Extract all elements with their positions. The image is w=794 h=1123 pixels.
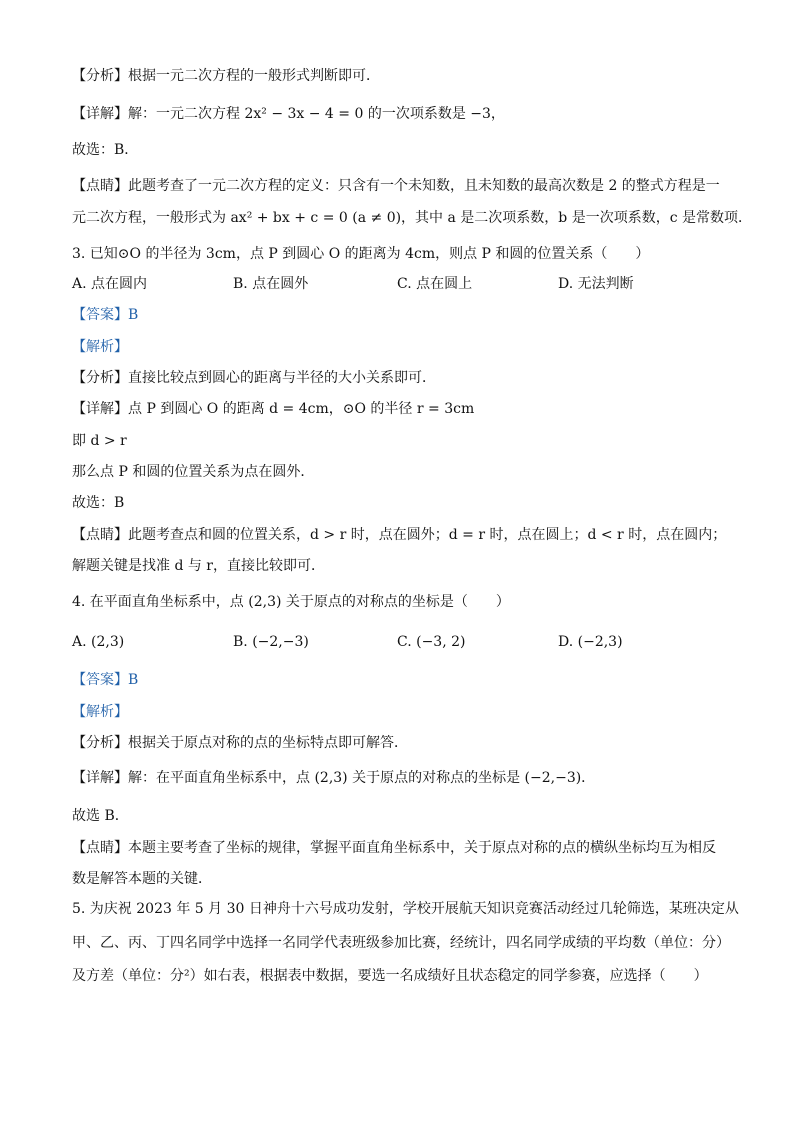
solution-q3: 【详解】点 P 到圆心 O 的距离 d = 4cm，⊙O 的半径 r = 3cm <box>72 401 475 417</box>
comment-q4-line2: 数是解答本题的关键． <box>72 871 212 887</box>
jiexi-q3: 【解析】 <box>72 339 128 355</box>
q4-option-c: C. (−3, 2) <box>397 634 466 650</box>
question-5-line3: 及方差（单位：分²）如右表，根据表中数据，要选一名成绩好且状态稳定的同学参赛，应选择（ ） <box>72 968 708 984</box>
question-5-line2: 甲、乙、丙、丁四名同学中选择一名同学代表班级参加比赛，经统计，四名同学成绩的平均数（单位：分） <box>72 935 730 951</box>
solution-q3-conclusion: 那么点 P 和圆的位置关系为点在圆外． <box>72 464 315 480</box>
q3-option-b: B. 点在圆外 <box>233 276 309 292</box>
answer-q4: 【答案】B <box>72 672 139 688</box>
choice-q3: 故选：B <box>72 495 125 511</box>
comment-q3-line2: 解题关键是找准 d 与 r，直接比较即可． <box>72 558 326 574</box>
q3-option-d: D. 无法判断 <box>558 276 634 292</box>
q4-option-d: D. (−2,3) <box>558 634 623 650</box>
comment-q4-line1: 【点睛】本题主要考查了坐标的规律，掌握平面直角坐标系中，关于原点对称的点的横纵坐标均互为相反 <box>72 840 716 856</box>
choice-q4: 故选 B． <box>72 808 129 824</box>
q3-option-c: C. 点在圆上 <box>397 276 473 292</box>
comment-q2-line1: 【点睛】此题考查了一元二次方程的定义：只含有一个未知数，且未知数的最高次数是 2 的整式方程是一 <box>72 178 720 194</box>
question-4-options <box>72 632 722 654</box>
q4-option-b: B. (−2,−3) <box>233 634 309 650</box>
solution-q4: 【详解】解：在平面直角坐标系中，点 (2,3) 关于原点的对称点的坐标是 (−2,−3)． <box>72 770 596 786</box>
solution-q2: 【详解】解：一元二次方程 2x² − 3x − 4 = 0 的一次项系数是 −3， <box>72 106 505 122</box>
solution-q3-step: 即 d > r <box>72 433 127 449</box>
q4-option-a: A. (2,3) <box>72 634 125 650</box>
question-4: 4. 在平面直角坐标系中，点 (2,3) 关于原点的对称点的坐标是（ ） <box>72 594 510 610</box>
jiexi-q4: 【解析】 <box>72 704 128 720</box>
choice-q2: 故选：B． <box>72 142 139 158</box>
comment-q3-line1: 【点睛】此题考查点和圆的位置关系，d > r 时，点在圆外；d = r 时，点在圆上；d < r 时，点在圆内； <box>72 527 727 543</box>
analysis-q3: 【分析】直接比较点到圆心的距离与半径的大小关系即可． <box>72 370 436 386</box>
comment-q2-line2: 元二次方程，一般形式为 ax² + bx + c = 0 (a ≠ 0)，其中 a 是二次项系数，b 是一次项系数，c 是常数项． <box>72 210 753 226</box>
q3-option-a: A. 点在圆内 <box>72 276 148 292</box>
analysis-q2: 【分析】根据一元二次方程的一般形式判断即可． <box>72 68 380 84</box>
answer-q3: 【答案】B <box>72 307 139 323</box>
question-5-line1: 5. 为庆祝 2023 年 5 月 30 日神舟十六号成功发射，学校开展航天知识竞赛活动经过几轮筛选，某班决定从 <box>72 901 739 917</box>
analysis-q4: 【分析】根据关于原点对称的点的坐标特点即可解答． <box>72 735 408 751</box>
question-3-options <box>72 274 722 296</box>
question-3: 3. 已知⊙O 的半径为 3cm，点 P 到圆心 O 的距离为 4cm，则点 P 和圆的位置关系（ ） <box>72 246 650 262</box>
